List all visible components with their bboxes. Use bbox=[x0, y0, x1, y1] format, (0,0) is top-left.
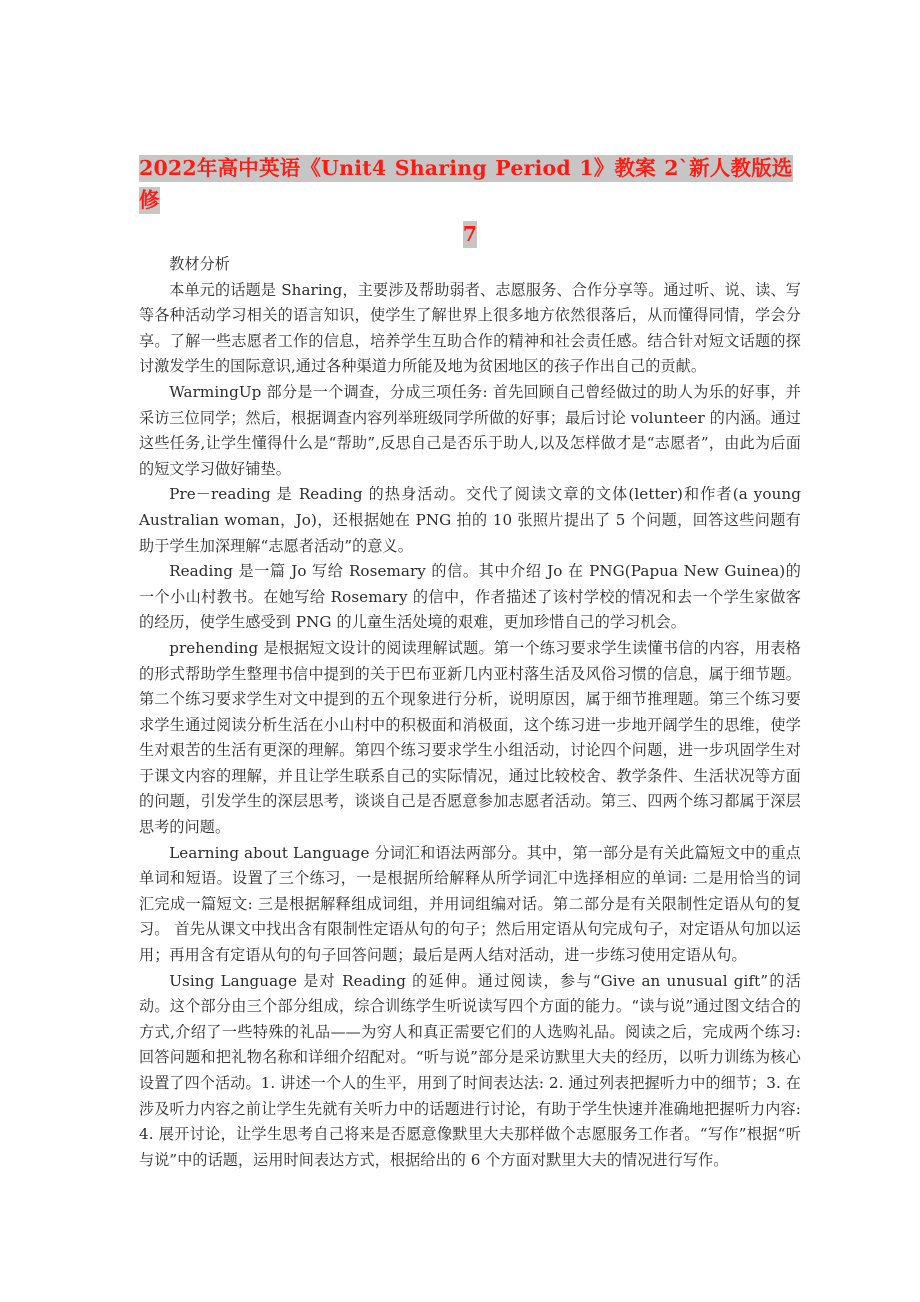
paragraph-learning-about-language: Learning about Language 分词汇和语法两部分。其中，第一部分是有关此篇短文中的重点单词和短语。设置了三个练习，一是根据所给解释从所学词汇中选择相应的单词: 二是用恰当的词汇完成一篇短文: 三是根据解释组成词组，并用词组编对话。第二部分是有关限制性定语从句的复习。 首先从课文中找出含有限制性定语从句的句子；然后用定语从句完成句子，对定语从句加以运用；再用含有定语从句的句子回答问题；最后是两人结对活动，进一步练习使用定语从句。 bbox=[139, 843, 801, 965]
paragraph-teaching-material-analysis: 教材分析 bbox=[169, 255, 230, 273]
document-body bbox=[139, 152, 801, 1173]
paragraph-using-language: Using Language 是对 Reading 的延伸。通过阅读，参与“Give an unusual gift”的活动。这个部分由三个部分组成，综合训练学生听说读写四个方面的能力。“读与说”通过图文结合的方式,介绍了一些特殊的礼品——为穷人和真正需要它们的人选购礼品。阅读之后，完成两个练习: 回答问题和把礼物名称和详细介绍配对。“听与说”部分是采访默里大夫的经历，以听力训练为核心设置了四个活动。1. 讲述一个人的生平，用到了时间表达法: 2. 通过列表把握听力中的细节；3. 在涉及听力内容之前让学生先就有关听力中的话题进行讨论，有助于学生快速并准确地把握听力内容: 4. 展开讨论，让学生思考自己将来是否愿意像默里大夫那样做个志愿服务工作者。“写作”根据“听与说”中的话题，运用时间表达方式，根据给出的 6 个方面对默里大夫的情况进行写作。 bbox=[139, 971, 801, 1169]
paragraph-prehending: prehending 是根据短文设计的阅读理解试题。第一个练习要求学生读懂书信的内容，用表格的形式帮助学生整理书信中提到的关于巴布亚新几内亚村落生活及风俗习惯的信息，属于细节题。第二个练习要求学生对文中提到的五个现象进行分析，说明原因，属于细节推理题。第三个练习要求学生通过阅读分析生活在小山村中的积极面和消极面，这个练习进一步地开阔学生的思维，使学生对艰苦的生活有更深的理解。第四个练习要求学生小组活动，讨论四个问题，进一步巩固学生对于课文内容的理解，并且让学生联系自己的实际情况，通过比较校舍、教学条件、生活状况等方面的问题，引发学生的深层思考，谈谈自己是否愿意参加志愿者活动。第三、四两个练习都属于深层思考的问题。 bbox=[139, 638, 801, 837]
document-title bbox=[139, 152, 801, 216]
document-title-line-2-wrapper bbox=[139, 218, 801, 250]
paragraph-warming-up: WarmingUp 部分是一个调查，分成三项任务: 首先回顾自己曾经做过的助人为乐的好事，并采访三位同学；然后，根据调查内容列举班级同学所做的好事；最后讨论 volunteer 的内涵。通过这些任务,让学生懂得什么是“帮助”,反思自己是否乐于助人,以及怎样做才是“志愿者”，由此为后面的短文学习做好铺垫。 bbox=[139, 382, 801, 478]
paragraph-pre-reading: Pre－reading 是 Reading 的热身活动。交代了阅读文章的文体(letter)和作者(a young Australian woman，Jo)，还根据她在 PNG 拍的 10 张照片提出了 5 个问题，回答这些问题有助于学生加深理解“志愿者活动”的意义。 bbox=[139, 485, 801, 555]
document-title-line-2: 7 bbox=[462, 222, 478, 246]
paragraph-unit-topic: 本单元的话题是 Sharing，主要涉及帮助弱者、志愿服务、合作分享等。通过听、说、读、写等各种活动学习相关的语言知识，使学生了解世界上很多地方依然很落后，从而懂得同情，学会分享。了解一些志愿者工作的信息，培养学生互助合作的精神和社会责任感。结合针对短文话题的探讨激发学生的国际意识,通过各种渠道力所能及地为贫困地区的孩子作出自己的贡献。 bbox=[139, 280, 801, 376]
document-title-line-1: 2022年高中英语《Unit4 Sharing Period 1》教案 2`新人教版选修 bbox=[139, 156, 793, 212]
paragraph-reading: Reading 是一篇 Jo 写给 Rosemary 的信。其中介绍 Jo 在 PNG(Papua New Guinea)的一个小山村教书。在她写给 Rosemary 的信中，作者描述了该村学校的情况和去一个学生家做客的经历，使学生感受到 PNG 的儿童生活处境的艰难，更加珍惜自己的学习机会。 bbox=[139, 562, 801, 632]
